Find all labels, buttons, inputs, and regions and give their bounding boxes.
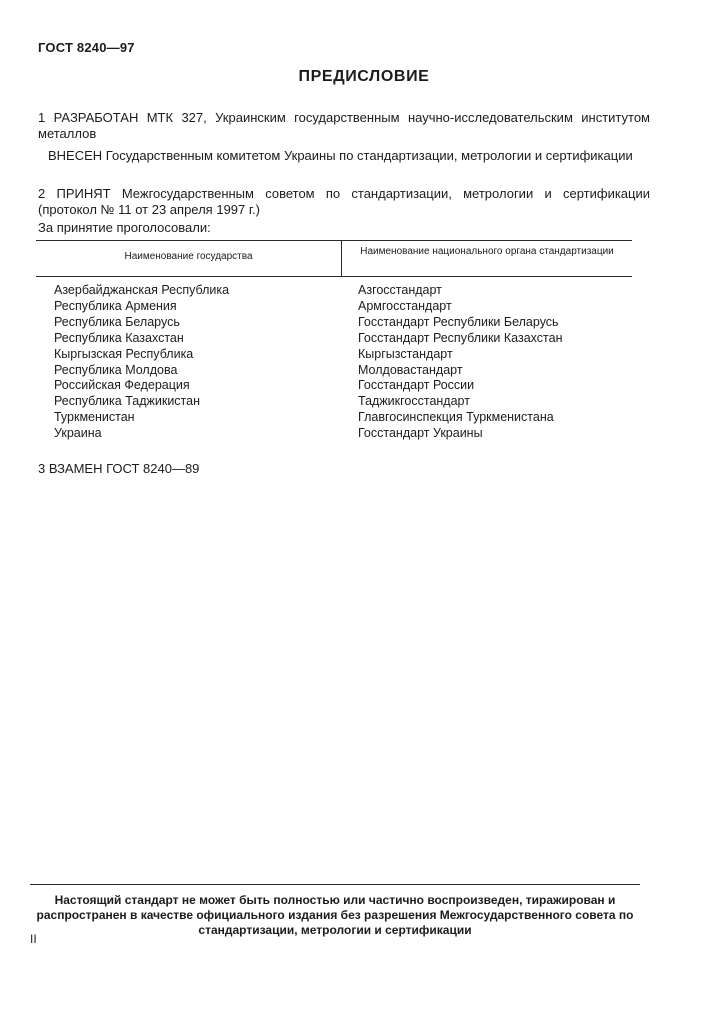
- list-item: Госстандарт Украины: [358, 426, 483, 441]
- list-item: Республика Молдова: [54, 362, 178, 377]
- voting-table: [36, 240, 632, 443]
- paragraph-developed-by: 1 РАЗРАБОТАН МТК 327, Украинским государственным научно-исследовательским институтом металлов: [38, 110, 650, 141]
- list-item: Туркменистан: [54, 410, 135, 425]
- list-item: Республика Беларусь: [54, 314, 180, 329]
- list-item: Азгосстандарт: [358, 283, 442, 297]
- list-item: Госстандарт России: [358, 378, 475, 393]
- standards-body-list: [358, 283, 562, 442]
- table-top-rule: [36, 240, 632, 241]
- list-item: Армгосстандарт: [358, 298, 452, 313]
- table-header-rule: [36, 276, 632, 277]
- state-list: [54, 283, 229, 442]
- list-item: Главгосинспекция Туркменистана: [358, 410, 554, 425]
- list-item: Госстандарт Республики Казахстан: [358, 330, 563, 345]
- list-item: Госстандарт Республики Беларусь: [358, 314, 559, 329]
- list-item: Молдовастандарт: [358, 362, 463, 377]
- page-title: ПРЕДИСЛОВИЕ: [298, 68, 430, 85]
- list-item: Украина: [54, 426, 102, 441]
- list-item: Республика Казахстан: [54, 330, 184, 345]
- list-item: Кыргызская Республика: [54, 346, 194, 361]
- list-item: Республика Таджикистан: [54, 394, 200, 409]
- list-item: Кыргызстандарт: [358, 346, 453, 361]
- list-item: Азербайджанская Республика: [54, 283, 230, 297]
- paragraph-voted: За принятие проголосовали:: [38, 220, 211, 235]
- footer-divider: [30, 884, 640, 885]
- paragraph-introduced-by: ВНЕСЕН Государственным комитетом Украины по стандартизации, метрологии и сертификации: [48, 148, 633, 163]
- paragraph-adopted-by: 2 ПРИНЯТ Межгосударственным советом по стандартизации, метрологии и сертификации (протокол № 11 от 23 апреля 1997 г.): [38, 186, 650, 217]
- list-item: Таджикгосстандарт: [358, 394, 470, 409]
- copyright-notice: Настоящий стандарт не может быть полностью или частично воспроизведен, тиражирован и распространен в качестве официального издания без разрешения Межгосударственного совета по стандартизации, метрологии и сертификации: [36, 893, 634, 937]
- paragraph-replaces: 3 ВЗАМЕН ГОСТ 8240—89: [38, 461, 200, 476]
- table-header-standards-body: Наименование национального органа стандартизации: [360, 246, 614, 257]
- document-code: ГОСТ 8240—97: [38, 40, 135, 55]
- list-item: Республика Армения: [54, 298, 177, 313]
- table-header-state: Наименование государства: [124, 251, 253, 262]
- page-number: II: [30, 932, 37, 946]
- list-item: Российская Федерация: [54, 378, 190, 393]
